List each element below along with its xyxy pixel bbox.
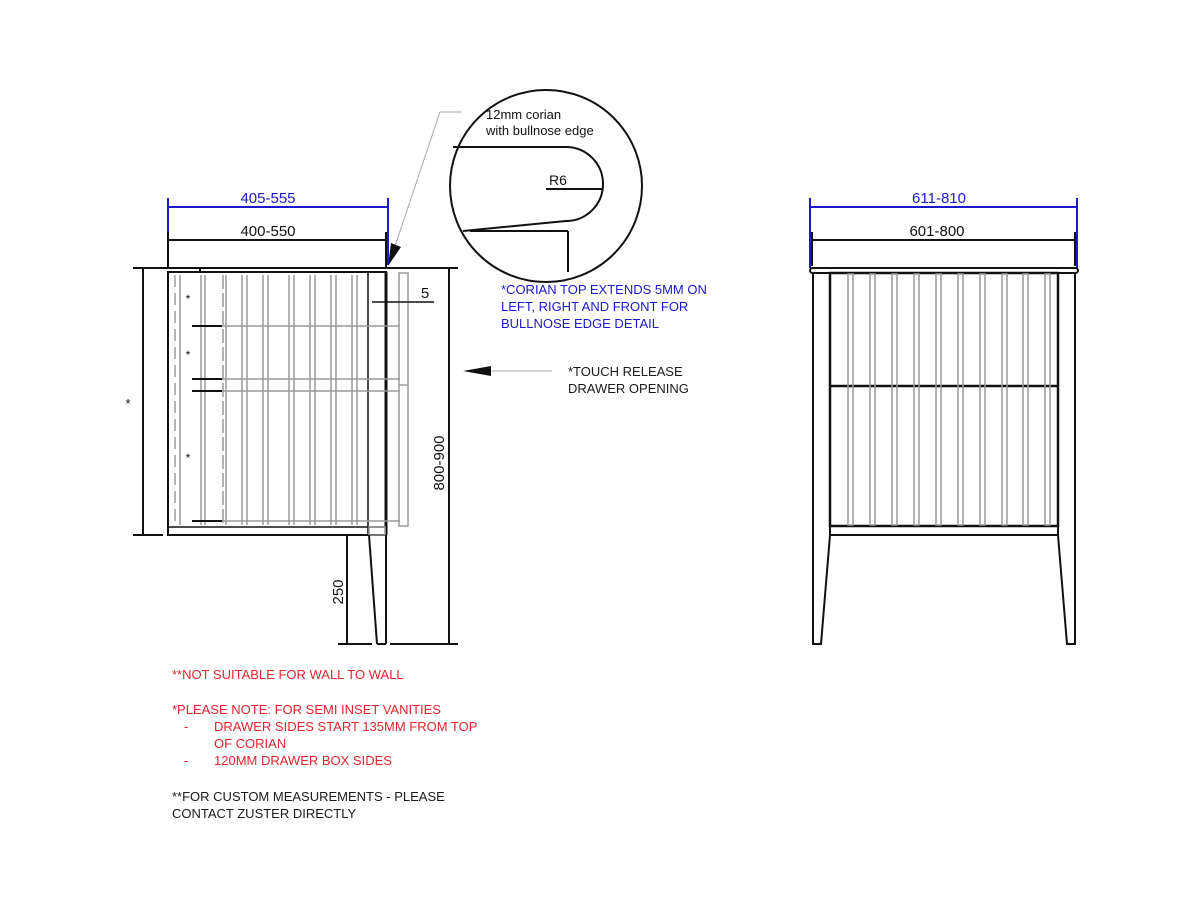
custom-measurements-note xyxy=(172,788,445,822)
custom-line-2: CONTACT ZUSTER DIRECTLY xyxy=(172,806,357,821)
note-bullet-1-cont: OF CORIAN xyxy=(214,736,287,751)
front-carcass xyxy=(830,273,1058,526)
overall-height-label: 800-900 xyxy=(431,435,448,491)
leader-arrowhead xyxy=(388,243,401,266)
touch-release-line-1: *TOUCH RELEASE xyxy=(568,364,683,379)
corian-note-line-2: LEFT, RIGHT AND FRONT FOR xyxy=(501,299,689,314)
touch-release-arrow xyxy=(463,366,552,376)
detail-title-line1: 12mm corian xyxy=(486,107,562,122)
radius-label: R6 xyxy=(549,172,567,188)
drawer-marker-2: * xyxy=(185,348,191,362)
drawer-marker-3: * xyxy=(185,451,191,465)
touch-release-note xyxy=(568,363,689,397)
drawer-runners xyxy=(192,326,222,521)
semi-inset-heading: *PLEASE NOTE: FOR SEMI INSET VANITIES xyxy=(172,702,441,717)
leg-height-label: 250 xyxy=(330,579,347,605)
note-bullet-2: - 120MM DRAWER BOX SIDES xyxy=(184,753,392,768)
semi-inset-note xyxy=(172,701,477,769)
wall-to-wall-note: **NOT SUITABLE FOR WALL TO WALL xyxy=(172,667,404,682)
overall-width-label: 611-810 xyxy=(912,190,966,207)
dimension-cabinet-height xyxy=(133,268,163,535)
front-view xyxy=(810,190,1078,644)
overhang-label: 5 xyxy=(420,285,430,302)
touch-release-line-2: DRAWER OPENING xyxy=(568,381,689,396)
note-bullet-1: - DRAWER SIDES START 135MM FROM TOP xyxy=(184,719,478,734)
custom-line-1: **FOR CUSTOM MEASUREMENTS - PLEASE xyxy=(172,789,445,804)
overall-depth-label: 405-555 xyxy=(240,190,296,207)
side-leg xyxy=(369,535,386,644)
bullnose-detail xyxy=(450,90,642,282)
cabinet-depth-label: 400-550 xyxy=(240,223,296,240)
side-view xyxy=(125,112,462,644)
cabinet-height-label: * xyxy=(125,396,131,411)
drawer-marker-1: * xyxy=(185,292,191,306)
corian-note-line-3: BULLNOSE EDGE DETAIL xyxy=(501,316,659,331)
detail-title-line2: with bullnose edge xyxy=(486,123,594,138)
corian-note-line-1: *CORIAN TOP EXTENDS 5MM ON xyxy=(501,282,707,297)
hidden-drawer-lines xyxy=(175,273,408,535)
corian-note xyxy=(501,281,707,332)
fluted-drawer-fronts xyxy=(848,274,1050,525)
cabinet-width-label: 601-800 xyxy=(909,223,965,240)
